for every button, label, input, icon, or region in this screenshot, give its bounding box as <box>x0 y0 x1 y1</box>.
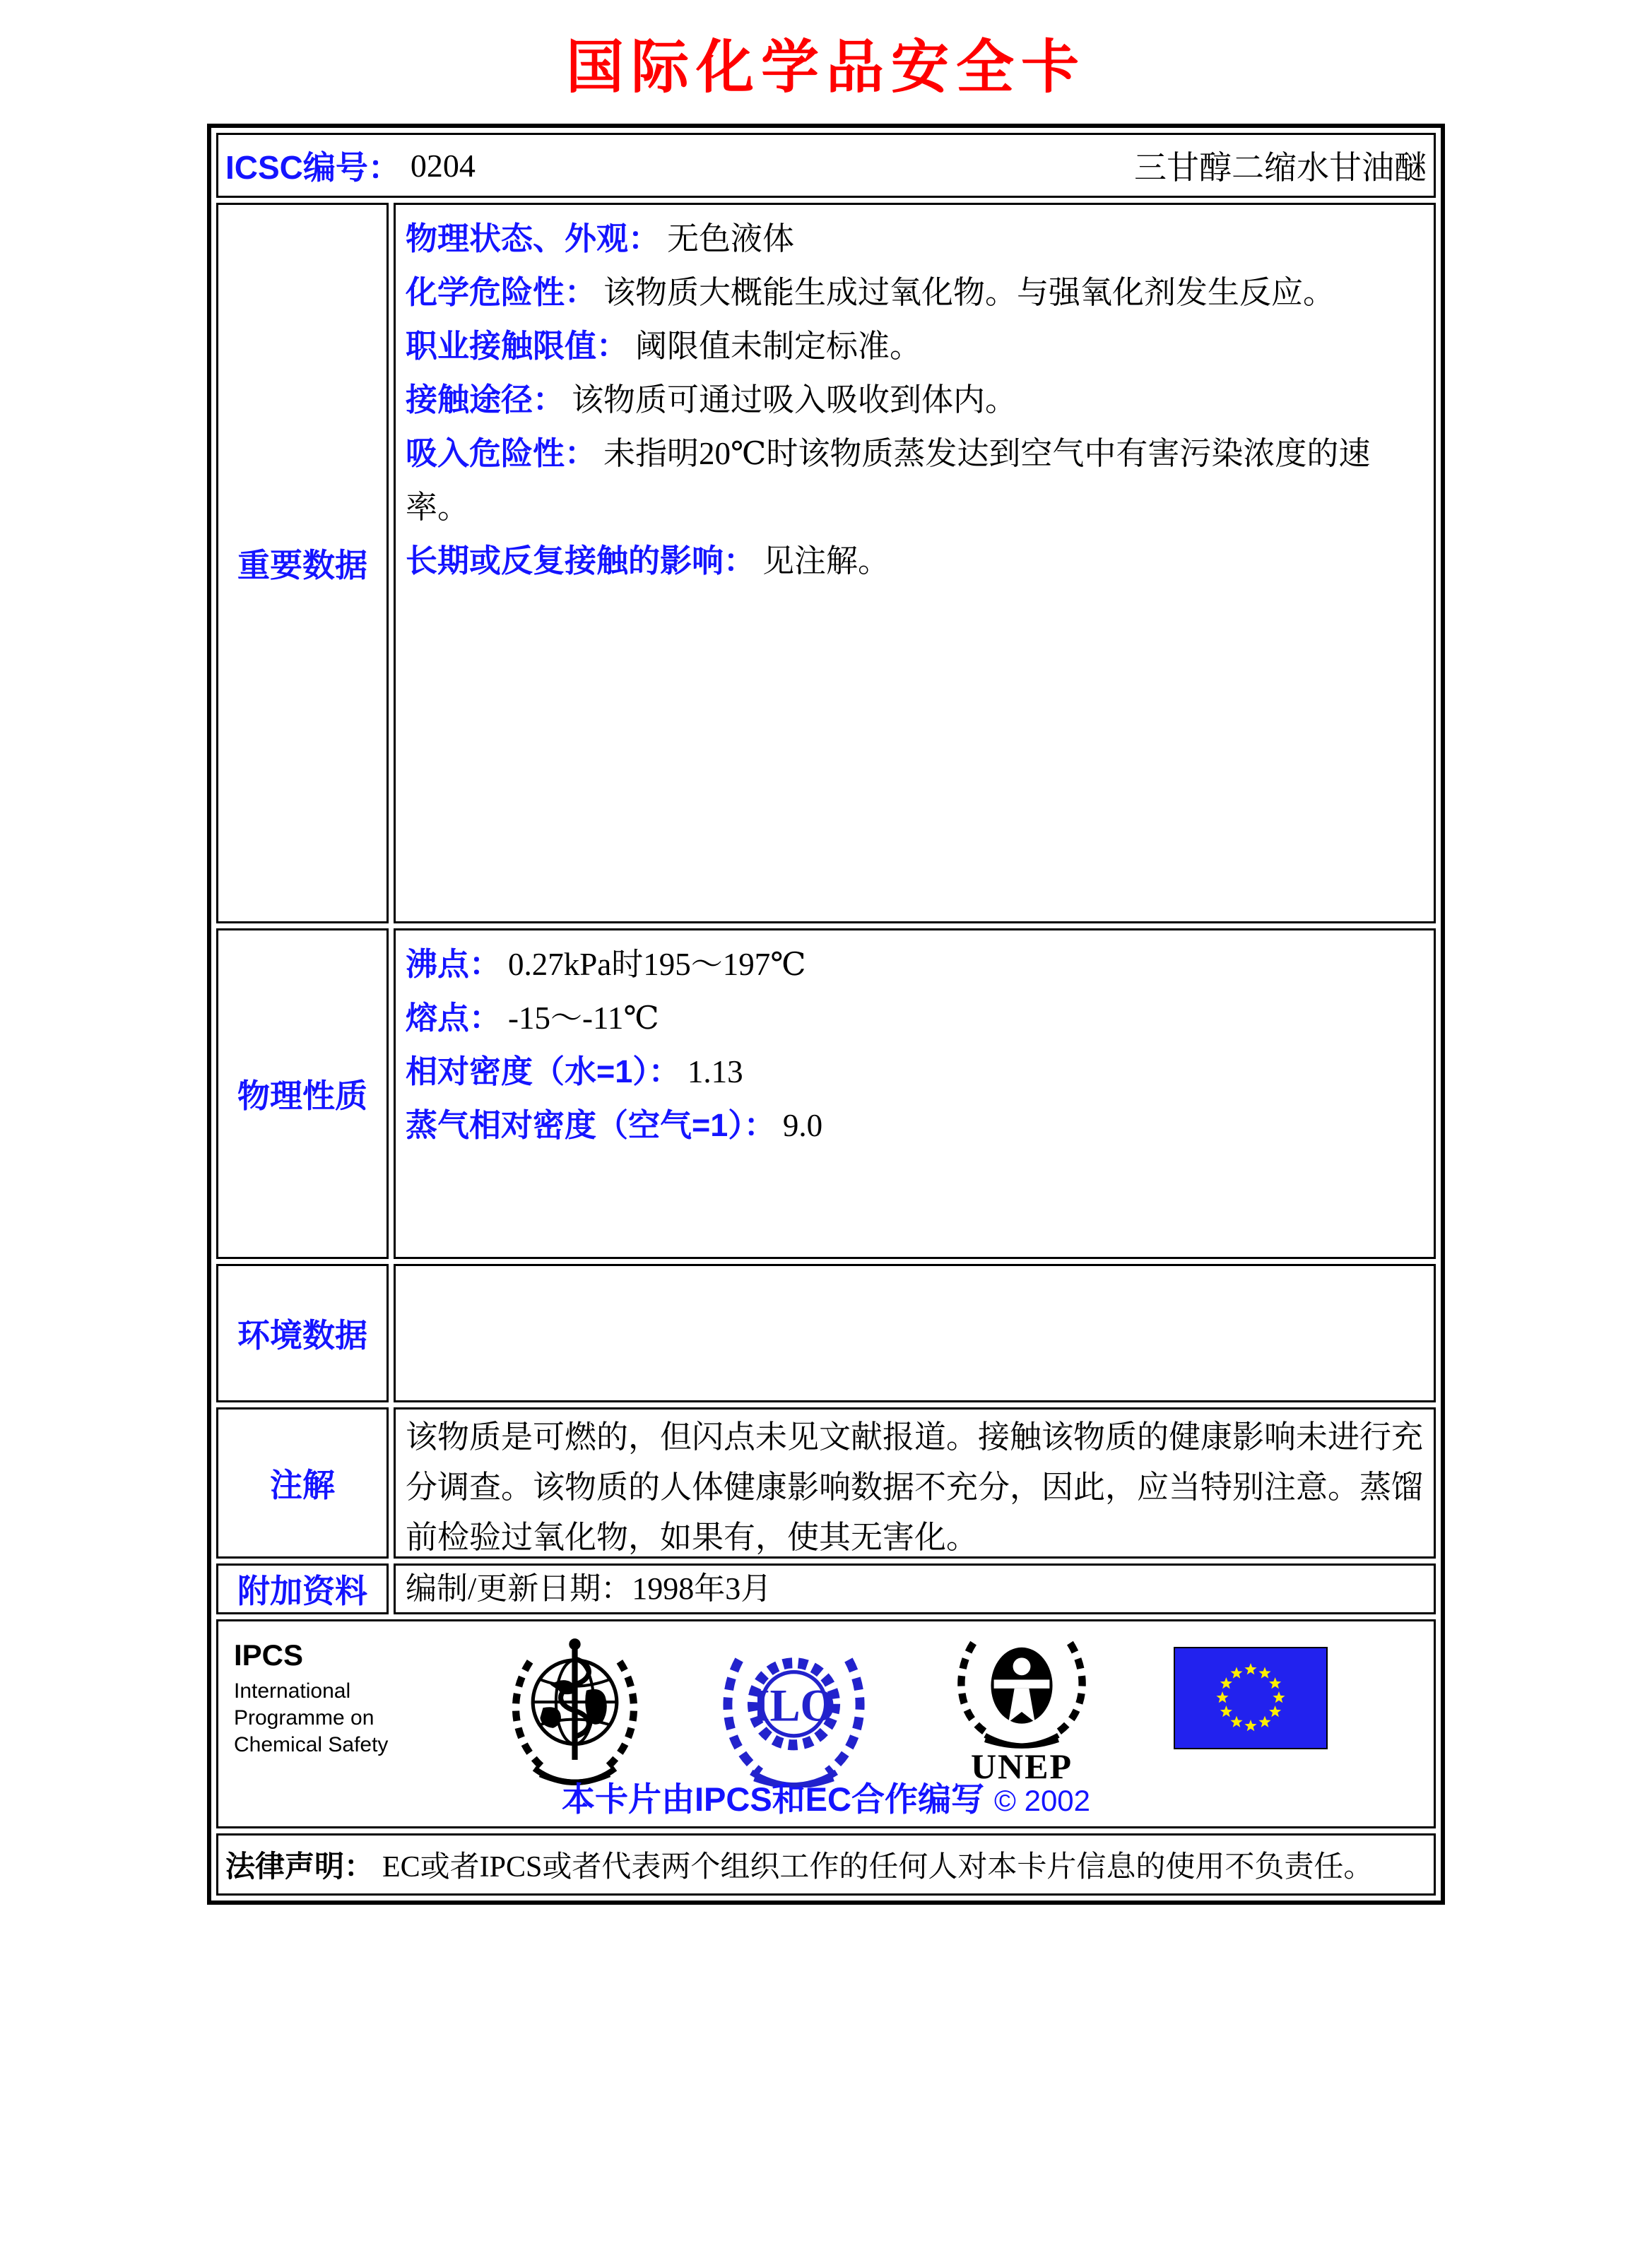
field-vapour-density <box>406 1099 1424 1152</box>
field-value: -15～-11℃ <box>508 1000 659 1036</box>
ilo-letters: ILO <box>752 1680 836 1731</box>
icsc-card-table <box>207 124 1445 1905</box>
credit-text: 本卡片由IPCS和EC合作编写 <box>561 1780 984 1818</box>
legal-row <box>216 1833 1436 1896</box>
ilo-logo-icon <box>718 1636 870 1787</box>
field-inhalation-risk <box>406 427 1424 534</box>
field-label: 化学危险性： <box>406 274 597 310</box>
field-value: 该物质可通过吸入吸收到体内。 <box>572 382 1017 418</box>
physical-properties-row <box>216 928 1436 1259</box>
field-value: 见注解。 <box>762 543 890 579</box>
section-label-environmental-data: 环境数据 <box>216 1264 389 1402</box>
header-row <box>216 133 1436 198</box>
field-occupational-limit <box>406 319 1424 373</box>
page-title: 国际化学品安全卡 <box>565 35 1086 100</box>
unep-logo-block <box>940 1631 1103 1787</box>
field-label: 相对密度（水=1）： <box>406 1053 680 1089</box>
field-exposure-route <box>406 373 1424 427</box>
who-logo-icon <box>502 1636 647 1795</box>
header-cell <box>216 133 1436 198</box>
field-label: 吸入危险性： <box>406 435 597 471</box>
field-value: 9.0 <box>782 1108 823 1143</box>
environmental-data-row <box>216 1264 1436 1402</box>
field-label: 接触途径： <box>406 382 565 418</box>
section-label-important-data: 重要数据 <box>216 203 389 923</box>
ipcs-line-2: Programme on <box>234 1706 374 1730</box>
field-melting-point <box>406 991 1424 1045</box>
credit-line <box>218 1773 1434 1821</box>
section-label-additional-info: 附加资料 <box>216 1564 389 1614</box>
field-value: 未指明20℃时该物质蒸发达到空气中有害污染浓度的速率。 <box>406 436 1371 525</box>
field-label: 沸点： <box>406 946 502 982</box>
chemical-name: 三甘醇二缩水甘油醚 <box>1134 150 1427 186</box>
eu-flag-icon <box>1174 1647 1328 1749</box>
field-value: 阈限值未制定标准。 <box>635 329 922 364</box>
field-value: 无色液体 <box>667 221 795 256</box>
important-data-content <box>394 203 1436 923</box>
field-long-term-effects <box>406 534 1424 588</box>
notes-content <box>394 1407 1436 1559</box>
ipcs-line-3: Chemical Safety <box>234 1733 389 1756</box>
additional-info-content <box>394 1564 1436 1614</box>
field-physical-state <box>406 212 1424 266</box>
copyright-text: © 2002 <box>993 1784 1091 1817</box>
field-value: 0.27kPa时195～197℃ <box>508 947 806 982</box>
unep-wordmark: UNEP <box>970 1746 1073 1786</box>
notes-row <box>216 1407 1436 1559</box>
field-label: 长期或反复接触的影响： <box>406 543 756 579</box>
legal-label: 法律声明： <box>225 1850 374 1883</box>
section-label-notes: 注解 <box>216 1407 389 1559</box>
legal-cell <box>216 1833 1436 1896</box>
field-value: 1.13 <box>687 1054 743 1089</box>
field-boiling-point <box>406 938 1424 991</box>
icsc-number-label: ICSC编号： <box>225 149 401 186</box>
additional-info-row <box>216 1564 1436 1614</box>
ipcs-text-block <box>234 1636 432 1758</box>
ipcs-acronym: IPCS <box>234 1638 304 1672</box>
icsc-number-group <box>225 142 476 189</box>
legal-text: EC或者IPCS或者代表两个组织工作的任何人对本卡片信息的使用不负责任。 <box>382 1851 1374 1884</box>
field-chemical-danger <box>406 266 1424 319</box>
environmental-data-content <box>394 1264 1436 1402</box>
field-label: 职业接触限值： <box>406 328 629 364</box>
ipcs-line-1: International <box>234 1679 351 1703</box>
field-relative-density <box>406 1045 1424 1099</box>
unep-logo-icon <box>940 1631 1103 1751</box>
field-value: 该物质大概能生成过氧化物。与强氧化剂发生反应。 <box>603 275 1335 310</box>
icsc-number-value: 0204 <box>410 147 476 184</box>
field-label: 物理状态、外观： <box>406 220 661 256</box>
important-data-row <box>216 203 1436 923</box>
additional-info-text: 编制/更新日期：1998年3月 <box>406 1571 772 1606</box>
field-label: 蒸气相对密度（空气=1）： <box>406 1107 776 1143</box>
notes-paragraph: 该物质是可燃的，但闪点未见文献报道。接触该物质的健康影响未进行充分调查。该物质的人体健康影响数据不充分，因此，应当特别注意。蒸馏前检验过氧化物，如果有，使其无害化。 <box>406 1419 1424 1555</box>
logos-cell <box>216 1619 1436 1828</box>
logos-row <box>216 1619 1436 1828</box>
field-label: 熔点： <box>406 1000 502 1036</box>
section-label-physical-properties: 物理性质 <box>216 928 389 1259</box>
physical-properties-content <box>394 928 1436 1259</box>
